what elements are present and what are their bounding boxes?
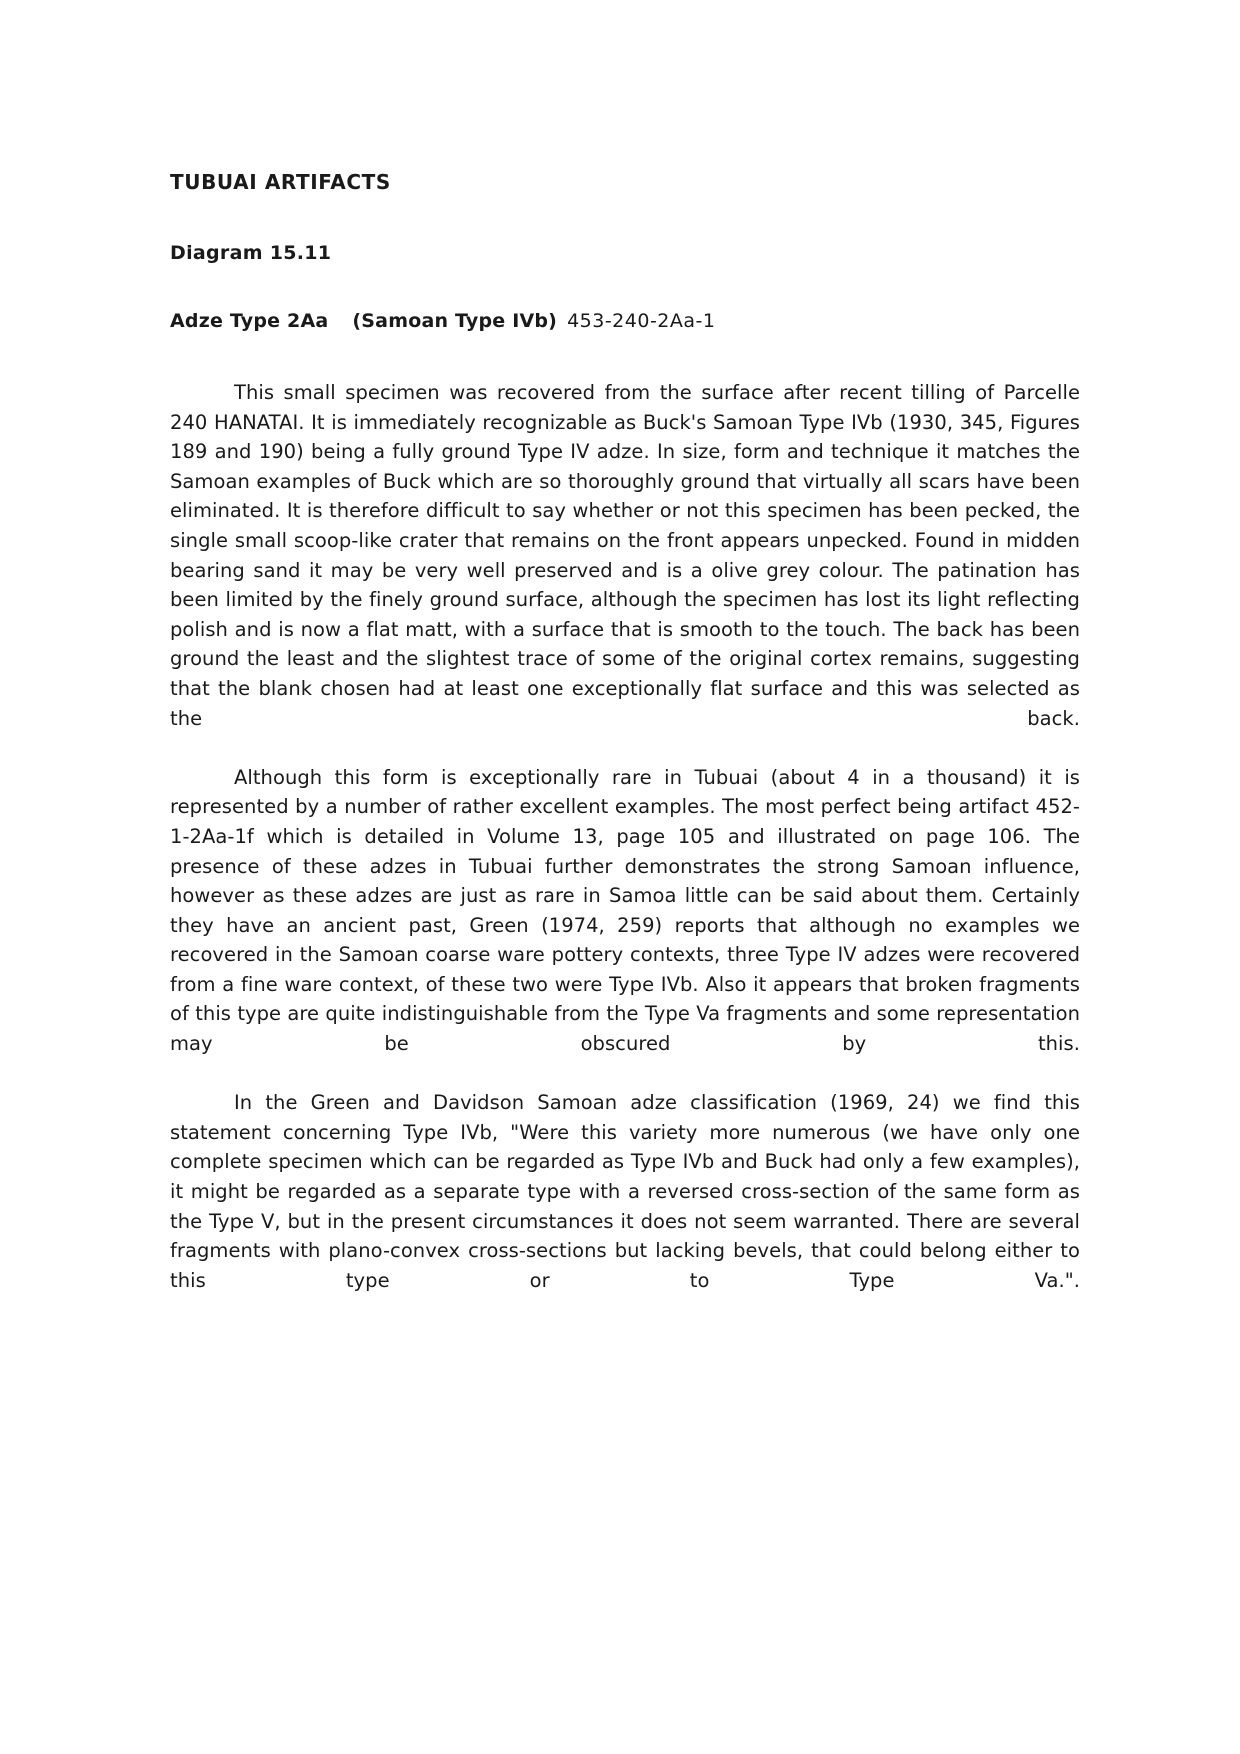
diagram-label: Diagram 15.11 — [170, 242, 332, 264]
catalog-number: 453-240-2Aa-1 — [567, 310, 716, 332]
adze-heading — [170, 310, 1080, 332]
page-title: TUBUAI ARTIFACTS — [170, 170, 391, 194]
adze-type-label: Adze Type 2Aa — [170, 310, 329, 332]
paragraph-2: Although this form is exceptionally rare in Tubuai (about 4 in a thousand) it is represented by a number of rather excellent examples. The most perfect being artifact 452-1-2Aa-1f which is detailed in Volume 13, page 105 and illustrated on page 106. The presence of these adzes in Tubuai further demonstrates the strong Samoan influence, however as these adzes are just as rare in Samoa little can be said about them. Certainly they have an ancient past, Green (1974, 259) reports that although no examples we recovered in the Samoan coarse ware pottery contexts, three Type IV adzes were recovered from a fine ware context, of these two were Type IVb. Also it appears that broken fragments of this type are quite indistinguishable from the Type Va fragments and some representation may be obscured by this. — [170, 765, 1080, 1056]
body-text — [170, 378, 1080, 1325]
paragraph-3: In the Green and Davidson Samoan adze classification (1969, 24) we find this statement concerning Type IVb, "Were this variety more numerous (we have only one complete specimen which can be regarded as Type IVb and Buck had only a few examples), it might be regarded as a separate type with a reversed cross-section of the same form as the Type V, but in the present circumstances it does not seem warranted. There are several fragments with plano-convex cross-sections but lacking bevels, that could belong either to this type or to Type Va.". — [170, 1091, 1080, 1292]
paragraph-1: This small specimen was recovered from the surface after recent tilling of Parcelle 240 HANATAI. It is immediately recognizable as Buck's Samoan Type IVb (1930, 345, Figures 189 and 190) being a fully ground Type IV adze. In size, form and technique it matches the Samoan examples of Buck which are so thoroughly ground that virtually all scars have been eliminated. It is therefore difficult to say whether or not this specimen has been pecked, the single small scoop-like crater that remains on the front appears unpecked. Found in midden bearing sand it may be very well preserved and is a olive grey colour. The patination has been limited by the finely ground surface, although the specimen has lost its light reflecting polish and is now a flat matt, with a surface that is smooth to the touch. The back has been ground the least and the slightest trace of some of the original cortex remains, suggesting that the blank chosen had at least one exceptionally flat surface and this was selected as the back. — [170, 381, 1080, 730]
samoan-type-label: (Samoan Type IVb) — [352, 310, 558, 332]
